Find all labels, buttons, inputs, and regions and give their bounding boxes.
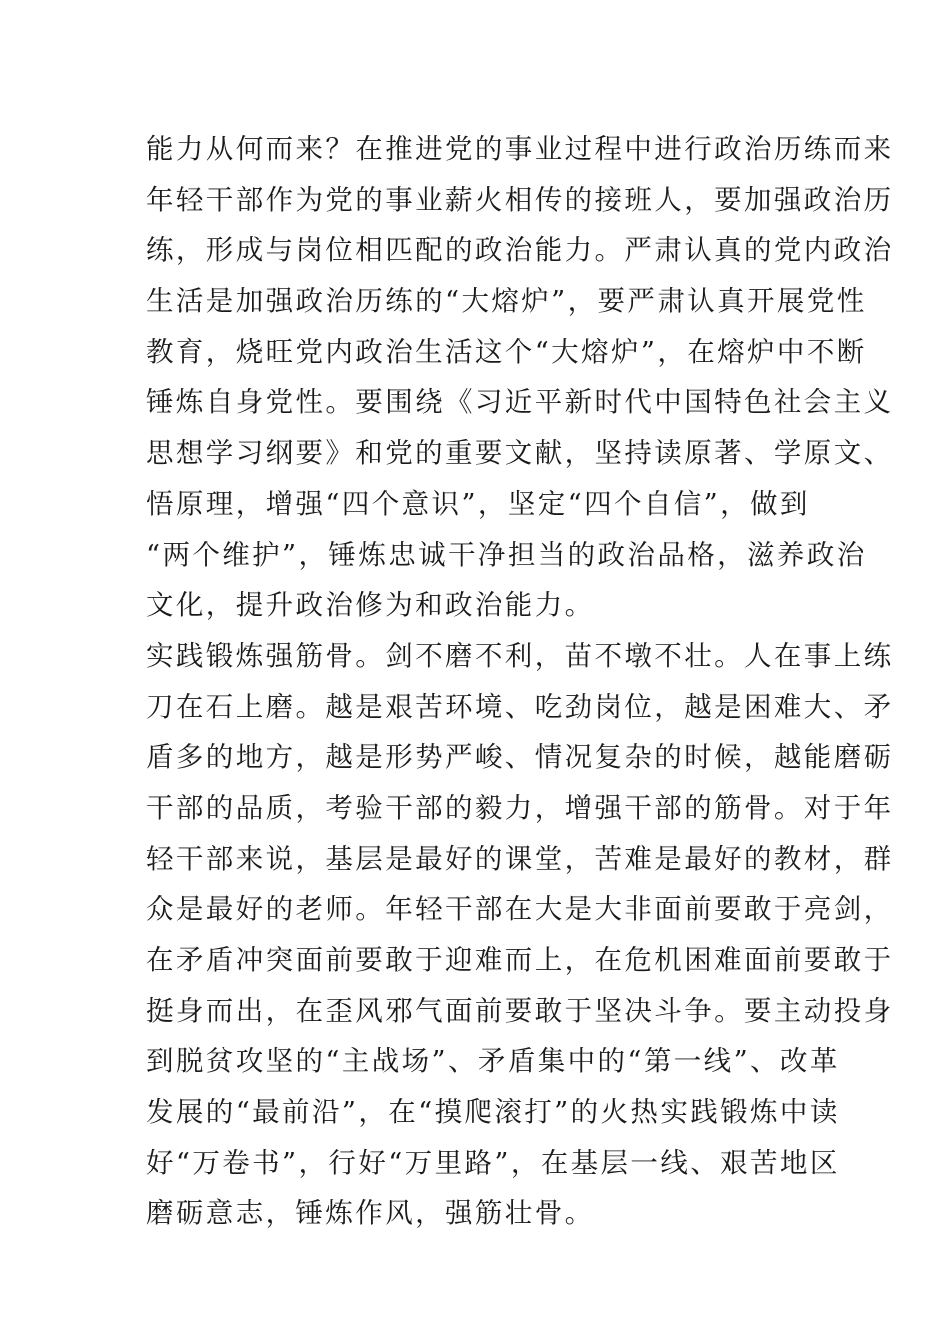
text-line: 众是最好的老师。年轻干部在大是大非面前要敢于亮剑， [146,893,894,926]
text-line: 在矛盾冲突面前要敢于迎难而上，在危机困难面前要敢于 [146,944,894,976]
text-line: 年轻干部作为党的事业薪火相传的接班人，要加强政治历 [146,183,894,216]
body-text [146,124,894,1239]
text-line: 轻干部来说，基层是最好的课堂，苦难是最好的教材，群 [146,842,894,875]
text-line: 实践锻炼强筋骨。剑不磨不利，苗不墩不壮。人在事上练 [146,639,894,672]
text-line: 盾多的地方，越是形势严峻、情况复杂的时候，越能磨砺 [146,741,894,774]
text-line: 文化，提升政治修为和政治能力。 [146,589,595,622]
text-line: “两个维护”，锤炼忠诚干净担当的政治品格，滋养政治 [146,538,867,571]
text-line: 悟原理，增强“四个意识”，坚定“四个自信”，做到 [146,487,810,520]
text-line: 发展的“最前沿”，在“摸爬滚打”的火热实践锻炼中读 [146,1096,840,1129]
text-line: 好“万卷书”，行好“万里路”，在基层一线、艰苦地区 [146,1146,840,1179]
text-line: 挺身而出，在歪风邪气面前要敢于坚决斗争。要主动投身 [146,994,894,1027]
text-line: 磨砺意志，锤炼作风，强筋壮骨。 [146,1197,595,1230]
text-line: 锤炼自身党性。要围绕《习近平新时代中国特色社会主义 [146,386,894,419]
text-line: 思想学习纲要》和党的重要文献，坚持读原著、学原文、 [146,437,894,470]
text-line: 教育，烧旺党内政治生活这个“大熔炉”，在熔炉中不断 [146,335,867,368]
text-line: 能力从何而来？在推进党的事业过程中进行政治历练而来 [146,133,894,165]
text-line: 刀在石上磨。越是艰苦环境、吃劲岗位，越是困难大、矛 [146,690,894,723]
text-line: 练，形成与岗位相匹配的政治能力。严肃认真的党内政治 [146,234,894,267]
text-line: 生活是加强政治历练的“大熔炉”，要严肃认真开展党性 [146,285,867,318]
text-line: 干部的品质，考验干部的毅力，增强干部的筋骨。对于年 [146,791,894,824]
text-line: 到脱贫攻坚的“主战场”、矛盾集中的“第一线”、改革 [146,1045,840,1078]
